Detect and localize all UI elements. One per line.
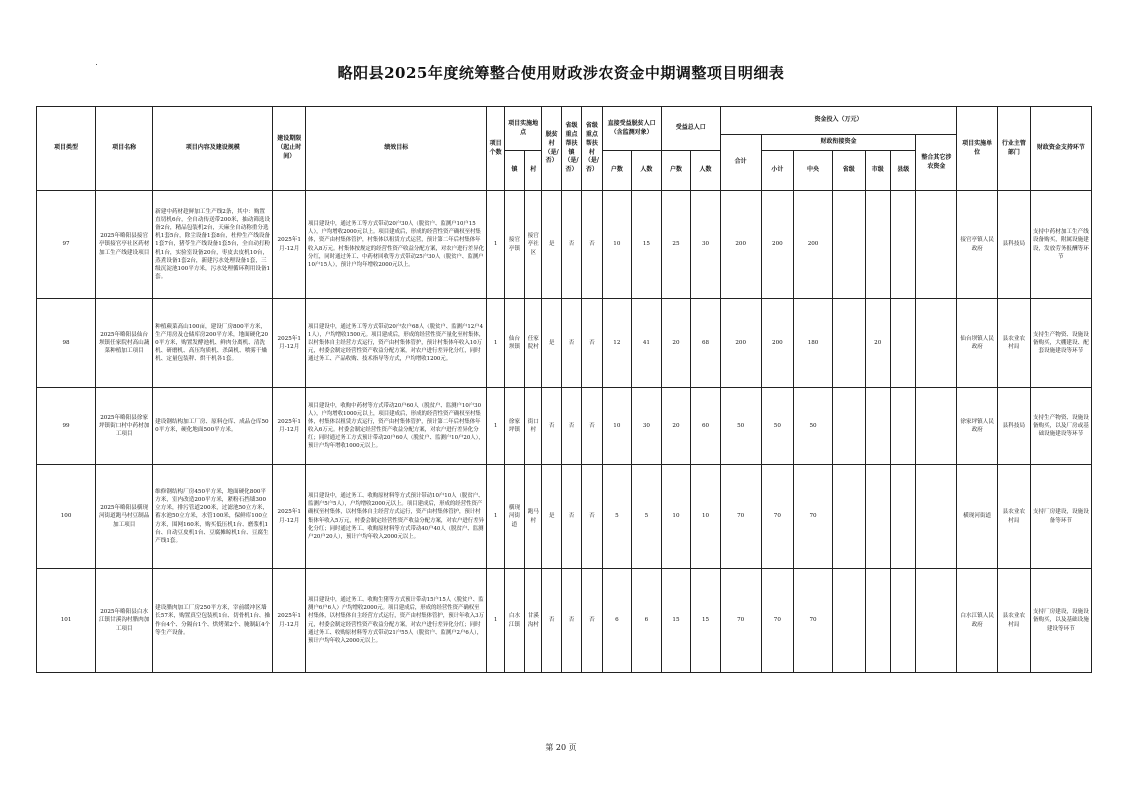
- cell-no: 101: [37, 569, 96, 673]
- header-key-village: 省级重点帮扶村（是/否）: [582, 107, 602, 191]
- cell-no: 100: [37, 465, 96, 569]
- cell-support: 支持生产物资、设施设备购买，大棚建设、配套设施建设等环节: [1030, 299, 1091, 388]
- header-support: 财政资金支持环节: [1030, 107, 1091, 191]
- cell-support: 支持厂房建设，设施设备购买，以及基础设施建设等环节: [1030, 569, 1091, 673]
- cell-village: 街口村: [525, 388, 542, 465]
- cell-unit: 仙台坝镇人民政府: [957, 299, 998, 388]
- cell-direct-people: 6: [632, 569, 662, 673]
- cell-direct-households: 5: [602, 465, 632, 569]
- header-unit: 项目实施单位: [957, 107, 998, 191]
- cell-unit: 横现河街道: [957, 465, 998, 569]
- cell-total: 50: [720, 388, 761, 465]
- cell-city: [865, 465, 890, 569]
- table-row: [37, 388, 1092, 465]
- cell-unit: 徐家坪镇人民政府: [957, 388, 998, 465]
- cell-provincial: [832, 191, 865, 299]
- cell-town: 接官亭镇: [504, 191, 524, 299]
- cell-no: 97: [37, 191, 96, 299]
- cell-total-people: 68: [691, 299, 721, 388]
- cell-provincial: [832, 299, 865, 388]
- cell-county: [890, 191, 915, 299]
- cell-period: 2025年1月-12月: [273, 465, 306, 569]
- table-row: [37, 465, 1092, 569]
- cell-central: 50: [794, 388, 833, 465]
- header-content: 项目内容及建设规模: [153, 107, 273, 191]
- cell-county: [890, 299, 915, 388]
- project-table: [36, 106, 1092, 673]
- cell-period: 2025年1月-12月: [273, 191, 306, 299]
- cell-support: 支持中药材加工生产线设备购买，附属设施建设，发放劳务报酬等环节: [1030, 191, 1091, 299]
- cell-key-village: 否: [582, 191, 602, 299]
- header-provincial: 省级: [832, 151, 865, 191]
- header-central: 中央: [794, 151, 833, 191]
- cell-goal: 项目建设中，通过务工、收购原材料等方式预计带动10户10人（脱贫户、监测户5户5人），户均增收2000元以上。项目建成后，形成的经营性资产确权至村集体，以村集体自主经营方式运行，资产由村集体管护，预计村集体年收入5万元，村委会制定经营性资产收益分配方案，对农户进行差异化分红；同时通过务工、收购原材料等方式带动40户40人（脱贫户、监测户20户20人），预计户均年收入2000元以上。: [306, 465, 487, 569]
- cell-total: 200: [720, 191, 761, 299]
- cell-village: 任家院村: [525, 299, 542, 388]
- cell-subtotal: 200: [761, 299, 794, 388]
- header-total: 合计: [720, 135, 761, 191]
- cell-name: 2025年略阳县横现河街道跑马村豆制品加工项目: [96, 465, 153, 569]
- cell-total-people: 60: [691, 388, 721, 465]
- cell-total-people: 10: [691, 465, 721, 569]
- table-row: [37, 299, 1092, 388]
- cell-other: [916, 465, 957, 569]
- cell-subtotal: 50: [761, 388, 794, 465]
- cell-poor-village: 否: [542, 569, 561, 673]
- cell-county: [890, 569, 915, 673]
- cell-village: 甘溪沟村: [525, 569, 542, 673]
- cell-direct-households: 10: [602, 191, 632, 299]
- header-direct-people: 人数: [632, 151, 662, 191]
- cell-dept: 县农业农村局: [998, 299, 1031, 388]
- table-row: [37, 569, 1092, 673]
- header-type: 项目类型: [37, 107, 96, 191]
- cell-dept: 县农业农村局: [998, 465, 1031, 569]
- cell-central: 70: [794, 465, 833, 569]
- cell-total-people: 15: [691, 569, 721, 673]
- cell-content: 新建中药材趁鲜加工生产线2条，其中：购置直切机6台，全自动传送带200米，抽动筛选设备2台，精品包装机2台，天麻全自动称重分选机1套5台，除尘设备1套8台，杜仲生产线设备1套7台，猪苓生产线设备1套5台，全自动打粉机1台，实验室设备20台，枣皮去皮机10台，蒸煮设备1套2台，新建污水处理设备1套，三级沉淀池100平方米，污水处理循环利用设备1套。: [153, 191, 273, 299]
- cell-central: 200: [794, 191, 833, 299]
- page-number: 第 20 页: [545, 743, 577, 752]
- cell-content: 建设钢结构加工厂房、原料仓库、成品仓库500平方米，硬化地面500平方米。: [153, 388, 273, 465]
- header-dept: 行业主管部门: [998, 107, 1031, 191]
- cell-county: [890, 465, 915, 569]
- cell-dept: 县科技局: [998, 388, 1031, 465]
- cell-other: [916, 191, 957, 299]
- cell-dept: 县科技局: [998, 191, 1031, 299]
- table-row: [37, 191, 1092, 299]
- cell-city: [865, 388, 890, 465]
- cell-count: 1: [487, 465, 504, 569]
- cell-key-village: 否: [582, 299, 602, 388]
- cell-dept: 县农业农村局: [998, 569, 1031, 673]
- cell-subtotal: 70: [761, 569, 794, 673]
- cell-total-households: 20: [661, 388, 691, 465]
- cell-goal: 项目建设中，收购中药材等方式带动20户60人（脱贫户、监测户10户30人），户均增收1000元以上，项目建成后，形成的经营性资产确权至村集体，村集体以租赁方式运行，资产由村集体管护，预计第二年后村集体年收入6万元。村委会制定经营性资产收益分配方案，对农户进行差异化分红；同时通过务工方式预计带动20户60人（脱贫户、监测户10户20人），预计户均年增收1000元以上。: [306, 388, 487, 465]
- cell-goal: 项目建设中，通过务工等方式带动20户30人（脱贫户、监测户10户15人），户均增收2000元以上。项目建成后，形成的经营性资产确权至村集体，资产由村集体管护，村集体以租赁方式运营，预计第二年后村集体年收入8万元。村集体按规定的经营性资产收益分配方案，对农户进行差异化分红，同时通过务工、中药材回收等方式带动25户30人（脱贫户、监测户10户15人），预计户均年增收2000元以上。: [306, 191, 487, 299]
- cell-key-village: 否: [582, 388, 602, 465]
- cell-other: [916, 569, 957, 673]
- cell-direct-people: 15: [632, 191, 662, 299]
- cell-support: 支持生产物资、设施设备购买，以及厂房或基础设施建设等环节: [1030, 388, 1091, 465]
- header-direct-pop: 直接受益脱贫人口（含监测对象）: [602, 107, 661, 151]
- cell-poor-village: 是: [542, 465, 561, 569]
- cell-content: 种植蕨菜高山100亩，建设厂房800平方米，生产用房及仓储库房200平方米，地面硬化200平方米，购置发酵池机、鲜肉分离机、清洗机、研磨机、高压均质机、杀菌机、喷雾干燥机、定量包装秤、烘干机各1套。: [153, 299, 273, 388]
- cell-unit: 白水江镇人民政府: [957, 569, 998, 673]
- cell-city: [865, 569, 890, 673]
- cell-goal: 项目建设中，通过务工等方式带动20户农户68人（脱贫户、监测户12户41人），户均增收1500元。项目建成后，形成的经营性资产量化至村集体，以村集体自主经营方式运行，资产由村集体管护，预计村集体年收入10万元，村委会制定经营性资产收益分配方案，对农户进行差异化分红，同时通过务工、产品收购、技术指导等方式，户均增收1200元。: [306, 299, 487, 388]
- cell-key-town: 否: [561, 465, 581, 569]
- cell-content: 维修钢结构厂房450平方米，地面硬化800平方米，室内改造200平方米，紧粉石挡墙300立方米，排污管道200米，过滤池50立方米，蓄水池50立方米，水管100米，保鲜库100立方米，围网160米，购买低压机1台、磨浆机1台、自动豆皮机1台、豆腐摊晾机1台、豆腐生产线1套。: [153, 465, 273, 569]
- cell-town: 横现河街道: [504, 465, 524, 569]
- cell-count: 1: [487, 569, 504, 673]
- header-location: 项目实施地点: [504, 107, 542, 151]
- cell-town: 仙台坝镇: [504, 299, 524, 388]
- cell-other: [916, 388, 957, 465]
- header-town: 镇: [504, 151, 524, 191]
- cell-provincial: [832, 569, 865, 673]
- header-village: 村: [525, 151, 542, 191]
- cell-period: 2025年1月-12月: [273, 569, 306, 673]
- header-period: 建设期限（起止时间）: [273, 107, 306, 191]
- cell-period: 2025年1月-12月: [273, 388, 306, 465]
- header-county: 县级: [890, 151, 915, 191]
- cell-direct-households: 12: [602, 299, 632, 388]
- header-key-town: 省级重点帮扶镇（是/否）: [561, 107, 581, 191]
- cell-total-households: 15: [661, 569, 691, 673]
- cell-direct-households: 10: [602, 388, 632, 465]
- cell-period: 2025年1月-12月: [273, 299, 306, 388]
- cell-support: 支持厂房建设，设施设备等环节: [1030, 465, 1091, 569]
- cell-key-town: 否: [561, 388, 581, 465]
- cell-count: 1: [487, 388, 504, 465]
- cell-poor-village: 是: [542, 191, 561, 299]
- header-total-people: 人数: [691, 151, 721, 191]
- header-goal: 绩效目标: [306, 107, 487, 191]
- cell-town: 徐家坪镇: [504, 388, 524, 465]
- header-name: 项目名称: [96, 107, 153, 191]
- cell-total-households: 25: [661, 191, 691, 299]
- cell-direct-people: 41: [632, 299, 662, 388]
- page-title: 略阳县2025年度统筹整合使用财政涉农资金中期调整项目明细表: [337, 64, 785, 82]
- header-fiscal: 财政衔接资金: [761, 135, 916, 151]
- cell-key-town: 否: [561, 191, 581, 299]
- cell-central: 180: [794, 299, 833, 388]
- cell-total: 70: [720, 465, 761, 569]
- header-poor-village: 脱贫村（是/否）: [542, 107, 561, 191]
- cell-name: 2025年略阳县白水江镇甘溪沟村腊肉加工项目: [96, 569, 153, 673]
- cell-county: [890, 388, 915, 465]
- cell-goal: 项目建设中，通过务工、收购生猪等方式预计带动15户15人（脱贫户、监测户6户6人）户均增收2000元。项目建成后，形成的经营性资产确权至村集体，以村集体自主经营方式运行，资产由村集体管护，预计年收入3万元，村委会制定经营性资产收益分配方案，对农户进行差异化分红；同时通过务工、收购原材料等方式带动21户55人（脱贫户、监测户2户6人），预计户均年收入2000元以上。: [306, 569, 487, 673]
- cell-provincial: [832, 388, 865, 465]
- cell-poor-village: 是: [542, 299, 561, 388]
- cell-direct-households: 6: [602, 569, 632, 673]
- cell-content: 建设腊肉加工厂房250平方米，宰前缓冲区墙长57米，购置真空包装机1台、切骨机1台、操作台4个、分隔台1个、烘烤架2个、腌制缸4个等生产设备。: [153, 569, 273, 673]
- cell-total-people: 30: [691, 191, 721, 299]
- cell-town: 白水江镇: [504, 569, 524, 673]
- header-city: 市级: [865, 151, 890, 191]
- cell-key-village: 否: [582, 465, 602, 569]
- cell-direct-people: 5: [632, 465, 662, 569]
- cell-poor-village: 否: [542, 388, 561, 465]
- header-count: 项目个数: [487, 107, 504, 191]
- cell-subtotal: 70: [761, 465, 794, 569]
- cell-city: [865, 191, 890, 299]
- cell-unit: 接官亭镇人民政府: [957, 191, 998, 299]
- cell-city: 20: [865, 299, 890, 388]
- header-funds: 资金投入（万元）: [720, 107, 956, 135]
- cell-other: [916, 299, 957, 388]
- cell-total: 200: [720, 299, 761, 388]
- cell-direct-people: 30: [632, 388, 662, 465]
- cell-count: 1: [487, 299, 504, 388]
- cell-village: 接官亭社区: [525, 191, 542, 299]
- cell-total-households: 10: [661, 465, 691, 569]
- cell-key-town: 否: [561, 299, 581, 388]
- header-direct-households: 户数: [602, 151, 632, 191]
- cell-key-town: 否: [561, 569, 581, 673]
- cell-village: 跑马村: [525, 465, 542, 569]
- header-total-pop: 受益总人口: [661, 107, 720, 151]
- cell-total-households: 20: [661, 299, 691, 388]
- cell-provincial: [832, 465, 865, 569]
- header-other: 整合其它涉农资金: [916, 135, 957, 191]
- cell-name: 2025年略阳县仙台坝镇任家院村高山蔬菜种植加工项目: [96, 299, 153, 388]
- cell-total: 70: [720, 569, 761, 673]
- cell-subtotal: 200: [761, 191, 794, 299]
- cell-central: 70: [794, 569, 833, 673]
- cell-no: 99: [37, 388, 96, 465]
- cell-name: 2025年略阳县接官亭镇接官亭社区药材加工生产线建设项目: [96, 191, 153, 299]
- header-subtotal: 小计: [761, 151, 794, 191]
- cell-key-village: 否: [582, 569, 602, 673]
- header-total-households: 户数: [661, 151, 691, 191]
- cell-name: 2025年略阳县徐家坪镇街口村中药材加工项目: [96, 388, 153, 465]
- cell-count: 1: [487, 191, 504, 299]
- cell-no: 98: [37, 299, 96, 388]
